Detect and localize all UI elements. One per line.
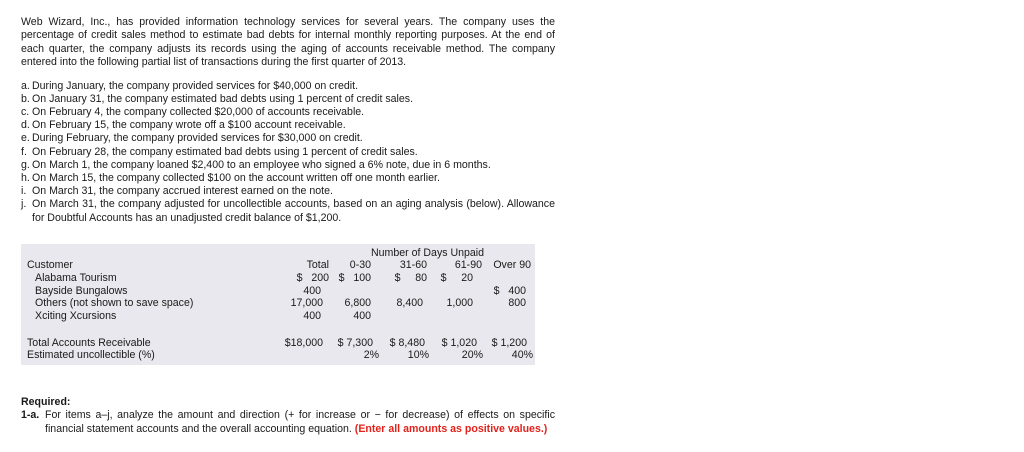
item-letter: e. (21, 132, 30, 145)
pct-label: Estimated uncollectible (%) (27, 349, 155, 361)
header-0-30: 0-30 (349, 259, 371, 271)
required-heading: Required: (21, 396, 71, 408)
item-letter: d. (21, 119, 30, 132)
group-header: Number of Days Unpaid (371, 247, 485, 259)
item-text: On March 31, the company accrued interest earned on the note. (32, 185, 333, 198)
totals-over-90: $ 1,200 (491, 337, 527, 349)
item-letter: h. (21, 172, 30, 185)
pct-61-90: 20% (461, 349, 483, 361)
item-letter: j. (21, 198, 27, 211)
row-total: $ 200 (296, 272, 329, 284)
row-0-30: 6,800 (344, 297, 371, 309)
item-letter: c. (21, 106, 30, 119)
question-text: For items a–j, analyze the amount and direction (+ for increase or − for decrease) of effects on specific financial statement accounts and the overall accounting equation. (45, 409, 555, 435)
header-31-60: 31-60 (399, 259, 427, 271)
item-text: On February 15, the company wrote off a $100 account receivable. (32, 119, 346, 132)
row-31-60: 8,400 (396, 297, 423, 309)
pct-31-60: 10% (407, 349, 429, 361)
header-over-90: Over 90 (493, 259, 531, 271)
problem-text (21, 16, 555, 225)
item-letter: b. (21, 92, 30, 105)
list-item (21, 159, 555, 172)
item-text: During January, the company provided services for $40,000 on credit. (32, 79, 359, 92)
row-61-90: 1,000 (446, 297, 473, 309)
list-item (21, 185, 555, 198)
totals-31-60: $ 8,480 (389, 337, 425, 349)
item-letter: f. (21, 145, 27, 158)
header-61-90: 61-90 (454, 259, 482, 271)
row-61-90: $ 20 (440, 272, 473, 284)
row-over-90: 800 (508, 297, 526, 309)
list-item (21, 119, 555, 132)
question-number: 1-a. (21, 409, 40, 422)
row-0-30: $ 100 (338, 272, 371, 284)
item-text: During February, the company provided services for $30,000 on credit. (32, 132, 363, 145)
list-item (21, 172, 555, 185)
intro-paragraph: Web Wizard, Inc., has provided information technology services for several years. The company uses the percentage of credit sales method to estimate bad debts for internal monthly reporting purposes. At the end of each quarter, the company adjusts its records using the aging of accounts receivable method. The company entered into the following partial list of transactions during the first quarter of 2013. (21, 16, 555, 69)
pct-0-30: 2% (363, 349, 379, 361)
header-total: Total (306, 259, 329, 271)
item-text: On February 4, the company collected $20,000 of accounts receivable. (32, 106, 365, 119)
list-item (21, 198, 555, 224)
row-over-90: $ 400 (493, 285, 526, 297)
question-body (45, 409, 555, 436)
list-item (21, 80, 555, 93)
transaction-list (21, 80, 555, 225)
aging-table (21, 244, 535, 365)
row-customer: Xciting Xcursions (35, 310, 117, 322)
totals-61-90: $ 1,020 (441, 337, 477, 349)
list-item (21, 93, 555, 106)
row-customer: Bayside Bungalows (35, 285, 128, 297)
row-total: 400 (303, 285, 321, 297)
item-letter: g. (21, 158, 30, 171)
row-customer: Others (not shown to save space) (35, 297, 194, 309)
item-text: On March 15, the company collected $100 on the account written off one month earlier. (32, 172, 440, 185)
item-text: On January 31, the company estimated bad debts using 1 percent of credit sales. (32, 92, 414, 105)
row-customer: Alabama Tourism (35, 272, 117, 284)
pct-over-90: 40% (511, 349, 533, 361)
item-text: On February 28, the company estimated bad debts using 1 percent of credit sales. (32, 145, 418, 158)
list-item (21, 146, 555, 159)
list-item (21, 106, 555, 119)
totals-total: $18,000 (284, 337, 323, 349)
item-letter: i. (21, 185, 27, 198)
row-total: 17,000 (290, 297, 323, 309)
totals-label: Total Accounts Receivable (27, 337, 151, 349)
question-1a (21, 409, 555, 436)
header-customer: Customer (27, 259, 73, 271)
row-31-60: $ 80 (394, 272, 427, 284)
list-item (21, 132, 555, 145)
entry-note: (Enter all amounts as positive values.) (354, 422, 548, 435)
item-text: On March 31, the company adjusted for uncollectible accounts, based on an aging analysis (below). Allowance for Doubtful Accounts has an unadjusted credit balance of $1,200. (32, 198, 555, 224)
item-text: On March 1, the company loaned $2,400 to an employee who signed a 6% note, due in 6 months. (32, 158, 491, 171)
required-section (21, 396, 555, 436)
item-letter: a. (21, 79, 30, 92)
totals-0-30: $ 7,300 (337, 337, 373, 349)
row-total: 400 (303, 310, 321, 322)
row-0-30: 400 (353, 310, 371, 322)
